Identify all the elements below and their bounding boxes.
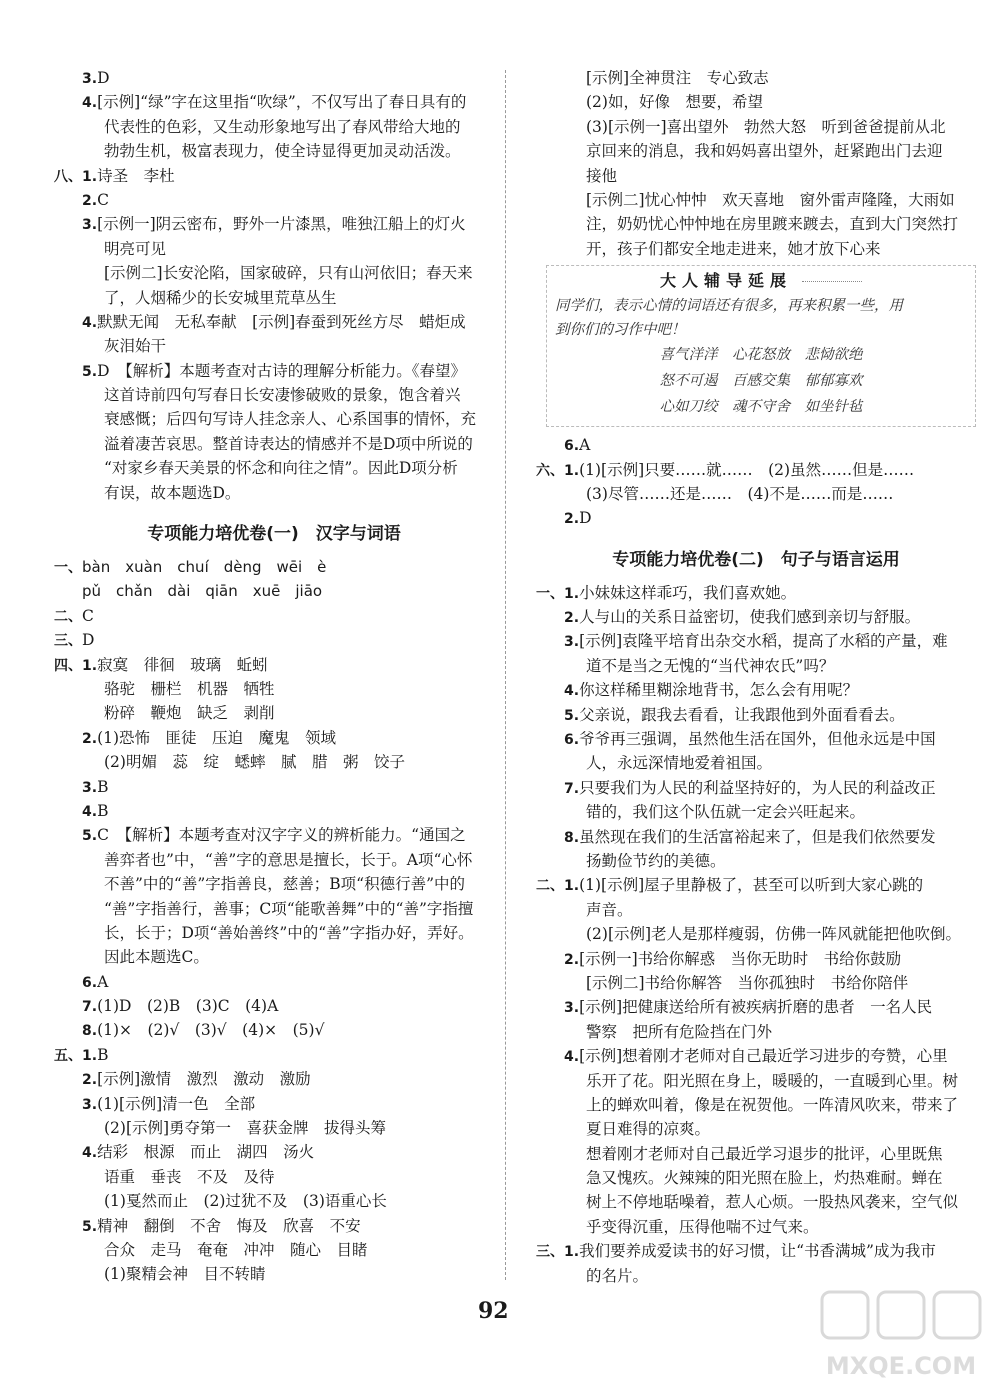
answer-line [54,775,494,799]
column-divider [505,70,506,1280]
question-number: 7. [82,999,98,1016]
answer-line [536,164,976,188]
answer-line [54,407,494,431]
answer-line [54,994,494,1018]
question-number: 3. [82,217,98,234]
answer-text: [示例]袁隆平培育出杂交水稻，提高了水稻的产量，难 [579,632,948,651]
question-number: 5. [82,828,98,845]
answer-line [54,383,494,407]
answer-line [536,188,976,212]
answer-line [536,1044,976,1068]
answer-line [54,456,494,480]
answer-line [54,653,494,677]
answer-text: (1)[示例]清一色 全部 [97,1094,256,1113]
answer-text: [示例一]书给你解惑 当你无助时 书给你鼓励 [579,949,902,968]
answer-line [54,237,494,261]
answer-line [536,995,976,1019]
question-number: 4. [564,683,580,700]
answer-line [54,872,494,896]
answer-line [54,90,494,114]
answer-text: 有误，故本题选D。 [104,483,241,502]
watermark-logo [816,1286,986,1381]
answer-line [536,654,976,678]
answer-text: 扬勤俭节约的美德。 [586,851,726,870]
answer-line [536,66,976,90]
answer-text: 树上不停地聒噪着，惹人心烦。一股热风袭来，空气似 [586,1193,959,1212]
question-number: 6. [564,438,580,455]
answer-line [536,90,976,114]
answer-line [536,947,976,971]
answer-line [54,750,494,774]
question-number: 六、1. [536,462,580,479]
question-number: 2. [564,610,580,627]
right-column [536,66,976,1288]
question-number: 2. [82,1072,98,1089]
answer-line [536,751,976,775]
question-number: 二、1. [536,878,580,895]
answer-text: (1)戛然而止 (2)过犹不及 (3)语重心长 [104,1192,387,1211]
answer-text: [示例]想着刚才老师对自己最近学习进步的夸赞，心里 [579,1047,948,1066]
answer-text: B [97,1045,109,1064]
answer-text: (2)[示例]勇夺第一 喜获金牌 拔得头筹 [104,1119,387,1138]
question-number: 3. [82,779,98,796]
left-column [54,66,494,1287]
answer-line [54,212,494,236]
answer-text: 警察 把所有危险挡在门外 [586,1022,773,1041]
answer-text: 夏日难得的凉爽。 [586,1120,711,1139]
answer-text: 诗圣 李杜 [97,166,175,185]
answer-line [54,1116,494,1140]
answer-text: 急又愧疚。火辣辣的阳光照在脸上，灼热难耐。蝉在 [586,1169,943,1188]
extension-word-row: 心如刀绞 魂不守舍 如坐针毡 [659,399,863,416]
answer-text: (1)恐怖 匪徒 压迫 魔鬼 领域 [97,728,337,747]
answer-text: [示例二]长安沦陷，国家破碎，只有山河依旧；春天来 [104,264,473,283]
question-number: 8. [564,829,580,846]
section-heading: 专项能力培优卷(二) 句子与语言运用 [612,549,900,570]
question-number: 3. [82,1096,98,1113]
answer-line [54,310,494,334]
answer-text: [示例]全神贯注 专心致志 [586,69,769,87]
answer-text: D 【解析】本题考查对古诗的理解分析能力。《春望》 [97,361,466,380]
answer-text: D [579,509,592,528]
answer-text: (2)如，好像 想要，希望 [586,93,763,112]
answer-line [54,1189,494,1213]
question-number: 5. [82,1218,98,1235]
answer-line [536,139,976,163]
answer-line [54,945,494,969]
extension-word-row: 喜气洋洋 心花怒放 悲恸欲绝 [659,347,863,364]
answer-line [54,897,494,921]
question-number: 4. [82,95,98,112]
question-number: 4. [564,1049,580,1066]
extension-title: 大人辅导延展 [555,268,967,294]
answer-text: 爷爷再三强调，虽然他生活在国外，但他永远是中国 [579,730,936,749]
answer-line [54,1140,494,1164]
answer-line [54,1043,494,1067]
answer-text: (3)[示例一]喜出望外 勃然大怒 听到爸爸提前从北 [586,117,946,136]
answer-text: (2)[示例]老人是那样瘦弱，仿佛一阵风就能把他吹倒。 [586,925,962,944]
question-number: 5. [82,363,98,380]
answer-text: “对家乡春天美景的怀念和向往之情”。因此D项分析 [104,459,458,478]
answer-text: 的名片。 [586,1266,649,1285]
answer-line [536,849,976,873]
answer-text: 粉碎 鞭炮 缺乏 剥削 [104,704,275,723]
answer-line [536,482,976,506]
answer-text: “善”字指善行，善事；C项“能歌善舞”中的“善”字指擅 [104,899,474,918]
question-number: 2. [82,730,98,747]
answer-text: (1)[示例]只要……就…… (2)虽然……但是…… [579,460,915,479]
question-number: 4. [82,314,98,331]
answer-line [536,1142,976,1166]
answer-text: 声音。 [586,900,633,919]
answer-line [536,971,976,995]
answer-text: 结彩 根源 而止 湖四 汤火 [97,1143,315,1162]
answer-text: [示例]把健康送给所有被疾病折磨的患者 一名人民 [579,998,933,1017]
answer-line [536,237,976,261]
answer-text: 京回来的消息，我和妈妈喜出望外，赶紧跑出门去迎 [586,142,943,161]
answer-line [536,1093,976,1117]
answer-line [54,261,494,285]
answer-line [54,1165,494,1189]
answer-line [536,1166,976,1190]
answer-text: 小妹妹这样乖巧，我们喜欢她。 [579,583,797,602]
answer-line [54,1018,494,1042]
answer-text: 了，人烟稀少的长安城里荒草丛生 [104,288,337,307]
answer-line [536,703,976,727]
question-number: 2. [82,192,98,209]
answer-text: 不善”中的“善”字指善良，慈善；B项“积德行善”中的 [104,875,466,894]
question-number: 一、1. [536,585,580,602]
answer-line [536,629,976,653]
answer-text: 溢着凄苦哀思。整首诗表达的情感并不是D项中所说的 [104,434,473,453]
answer-text: 父亲说，跟我去看看，让我跟他到外面看看去。 [579,705,905,724]
answer-line [536,1190,976,1214]
answer-text: 因此本题选C。 [104,948,209,967]
answer-line [536,873,976,897]
answer-text: (2)明媚 蕊 绽 蟋蟀 腻 腊 粥 饺子 [104,753,405,772]
answer-line [54,286,494,310]
answer-text: 默默无闻 无私奉献 [示例]春蚕到死丝方尽 蜡炬成 [97,312,466,331]
question-number: 6. [564,732,580,749]
extension-intro-2: 到你们的习作中吧！ [555,322,686,339]
answer-text: 乐开了花。阳光照在身上，暖暖的，一直暖到心里。树 [586,1071,959,1090]
answer-text: 注，奶奶忧心忡忡地在房里踱来踱去，直到大门突然打 [586,215,959,234]
answer-text: 代表性的色彩，又生动形象地写出了春风带给大地的 [104,117,461,136]
extension-box [546,265,976,427]
answer-line [54,970,494,994]
question-number: 一、 [54,560,82,577]
answer-text: D [97,69,110,87]
answer-text: 勃勃生机，极富表现力，使全诗显得更加灵动活泼。 [104,142,461,161]
right-column-bottom [536,433,976,1288]
answer-line [54,701,494,725]
answer-line [536,922,976,946]
answer-line [536,800,976,824]
answer-line [536,212,976,236]
answer-text: 我们要养成爱读书的好习惯，让“书香满城”成为我市 [579,1242,936,1261]
question-number: 四、1. [54,657,98,674]
answer-line [536,1117,976,1141]
answer-line [54,188,494,212]
question-number: 3. [564,634,580,651]
answer-line [536,581,976,605]
answer-text: 明亮可见 [104,239,167,258]
answer-line [54,579,494,603]
answer-text: (3)尽管……还是…… (4)不是……而是…… [586,484,894,503]
answer-line [54,1092,494,1116]
answer-text: D [82,631,95,650]
answer-text: A [97,972,109,991]
answer-line [54,359,494,383]
answer-text: 道不是当之无愧的“当代神农氏”吗？ [586,656,835,675]
answer-line [536,1264,976,1288]
answer-line [54,1067,494,1091]
answer-line [54,334,494,358]
answer-line [54,823,494,847]
question-number: 八、1. [54,168,98,185]
answer-text: 人，永远深情地爱着祖国。 [586,754,773,773]
answer-line [536,825,976,849]
question-number: 二、 [54,608,82,625]
answer-text: [示例二]忧心忡忡 欢天喜地 窗外雷声隆隆，大雨如 [586,190,955,209]
answer-line [54,164,494,188]
answer-text: 灰泪始干 [104,337,167,356]
section-heading: 专项能力培优卷(一) 汉字与词语 [147,524,401,545]
extension-intro-1: 同学们，表示心情的词语还有很多，再来积累一些，用 [555,298,903,315]
question-number: 三、1. [536,1244,580,1261]
answer-text: C 【解析】本题考查对汉字字义的辨析能力。“通国之 [97,826,466,845]
answer-line [54,921,494,945]
question-number: 8. [82,1023,98,1040]
question-number: 2. [564,511,580,528]
answer-line [54,1238,494,1262]
question-number: 3. [564,1000,580,1017]
answer-line [536,898,976,922]
answer-text: (1)× (2)√ (3)√ (4)× (5)√ [97,1021,325,1040]
answer-line [536,727,976,751]
answer-line [536,605,976,629]
extension-word-row: 怒不可遏 百感交集 郁郁寡欢 [659,373,863,390]
answer-text: 合众 走马 奄奄 冲冲 随心 目睹 [104,1240,368,1259]
answer-text: (1)聚精会神 目不转睛 [104,1265,266,1284]
question-number: 5. [564,707,580,724]
answer-line [54,604,494,628]
answer-line [54,481,494,505]
question-number: 2. [564,951,580,968]
answer-text: 虽然现在我们的生活富裕起来了，但是我们依然要发 [579,827,936,846]
answer-line [54,848,494,872]
answer-line [54,66,494,90]
answer-text: 善弈者也”中，“善”字的意思是擅长，长于。A项“心怀 [104,850,473,869]
answer-text: 错的，我们这个队伍就一定会兴旺起来。 [586,803,866,822]
answer-text: C [97,190,109,209]
answer-text: C [82,606,94,625]
answer-text: 只要我们为人民的利益坚持好的，为人民的利益改正 [579,778,936,797]
answer-text: [示例]“绿”字在这里指“吹绿”，不仅写出了春日具有的 [97,93,467,112]
answer-line [54,726,494,750]
answer-text: 寂寞 徘徊 玻璃 蚯蚓 [97,655,268,674]
answer-text: 精神 翻倒 不舍 悔及 欣喜 不安 [97,1216,361,1235]
answer-text: 想着刚才老师对自己最近学习退步的批评，心里既焦 [586,1144,943,1163]
answer-text: pǔ chǎn dài qiān xuē jiāo [82,582,323,601]
answer-text: 这首诗前四句写春日长安凄惨破败的景象，饱含着兴 [104,386,461,405]
answer-text: A [579,436,591,455]
answer-line [54,1214,494,1238]
answer-line [54,115,494,139]
answer-text: [示例一]阴云密布，野外一片漆黑，唯独江船上的灯火 [97,215,466,234]
answer-text: 骆驼 栅栏 机器 牺牲 [104,679,275,698]
question-number: 五、1. [54,1047,98,1064]
answer-line [54,1262,494,1286]
answer-line [54,139,494,163]
answer-text: 长，长于；D项“善始善终”中的“善”字指办好，弄好。 [104,923,474,942]
answer-line [536,1069,976,1093]
answer-line [54,432,494,456]
answer-text: 开，孩子们都安全地走进来，她才放下心来 [586,239,881,258]
question-number: 4. [82,1145,98,1162]
answer-text: 你这样稀里糊涂地背书，怎么会有用呢？ [579,681,859,700]
answer-line [536,678,976,702]
answer-line [536,506,976,530]
question-number: 6. [82,974,98,991]
answer-text: 衰感慨；后四句写诗人挂念亲人、心系国事的情怀，充 [104,410,477,429]
answer-line [54,677,494,701]
answer-text: B [97,801,109,820]
answer-line [536,1215,976,1239]
page-number: 92 [478,1298,509,1324]
answer-line [536,433,976,457]
question-number: 4. [82,803,98,820]
answer-text: 人与山的关系日益密切，使我们感到亲切与舒服。 [579,608,921,627]
answer-text: 乎变得沉重，压得他喘不过气来。 [586,1217,819,1236]
answer-line [54,628,494,652]
answer-line [536,458,976,482]
question-number: 3. [82,71,98,87]
answer-text: [示例]激情 激烈 激动 激励 [97,1070,311,1089]
answer-line [536,115,976,139]
watermark-text: MXQE.COM [825,1352,977,1380]
answer-text: 上的蝉欢叫着，像是在祝贺他。一阵清风吹来，带来了 [586,1095,959,1114]
answer-text: (1)[示例]屋子里静极了，甚至可以听到大家心跳的 [579,876,924,895]
answer-text: (1)D (2)B (3)C (4)A [97,997,279,1016]
answer-line [54,799,494,823]
answer-text: [示例二]书给你解答 当你孤独时 书给你陪伴 [586,973,909,992]
answer-line [54,555,494,579]
answer-line [536,776,976,800]
answer-text: 语重 垂丧 不及 及待 [104,1167,275,1186]
answer-text: 接他 [586,166,618,185]
answer-text: B [97,777,109,796]
answer-line [536,1020,976,1044]
answer-text: bàn xuàn chuí dèng wēi è [82,558,327,577]
answer-line [536,1239,976,1263]
question-number: 三、 [54,633,82,650]
question-number: 7. [564,780,580,797]
right-column-top [536,66,976,261]
